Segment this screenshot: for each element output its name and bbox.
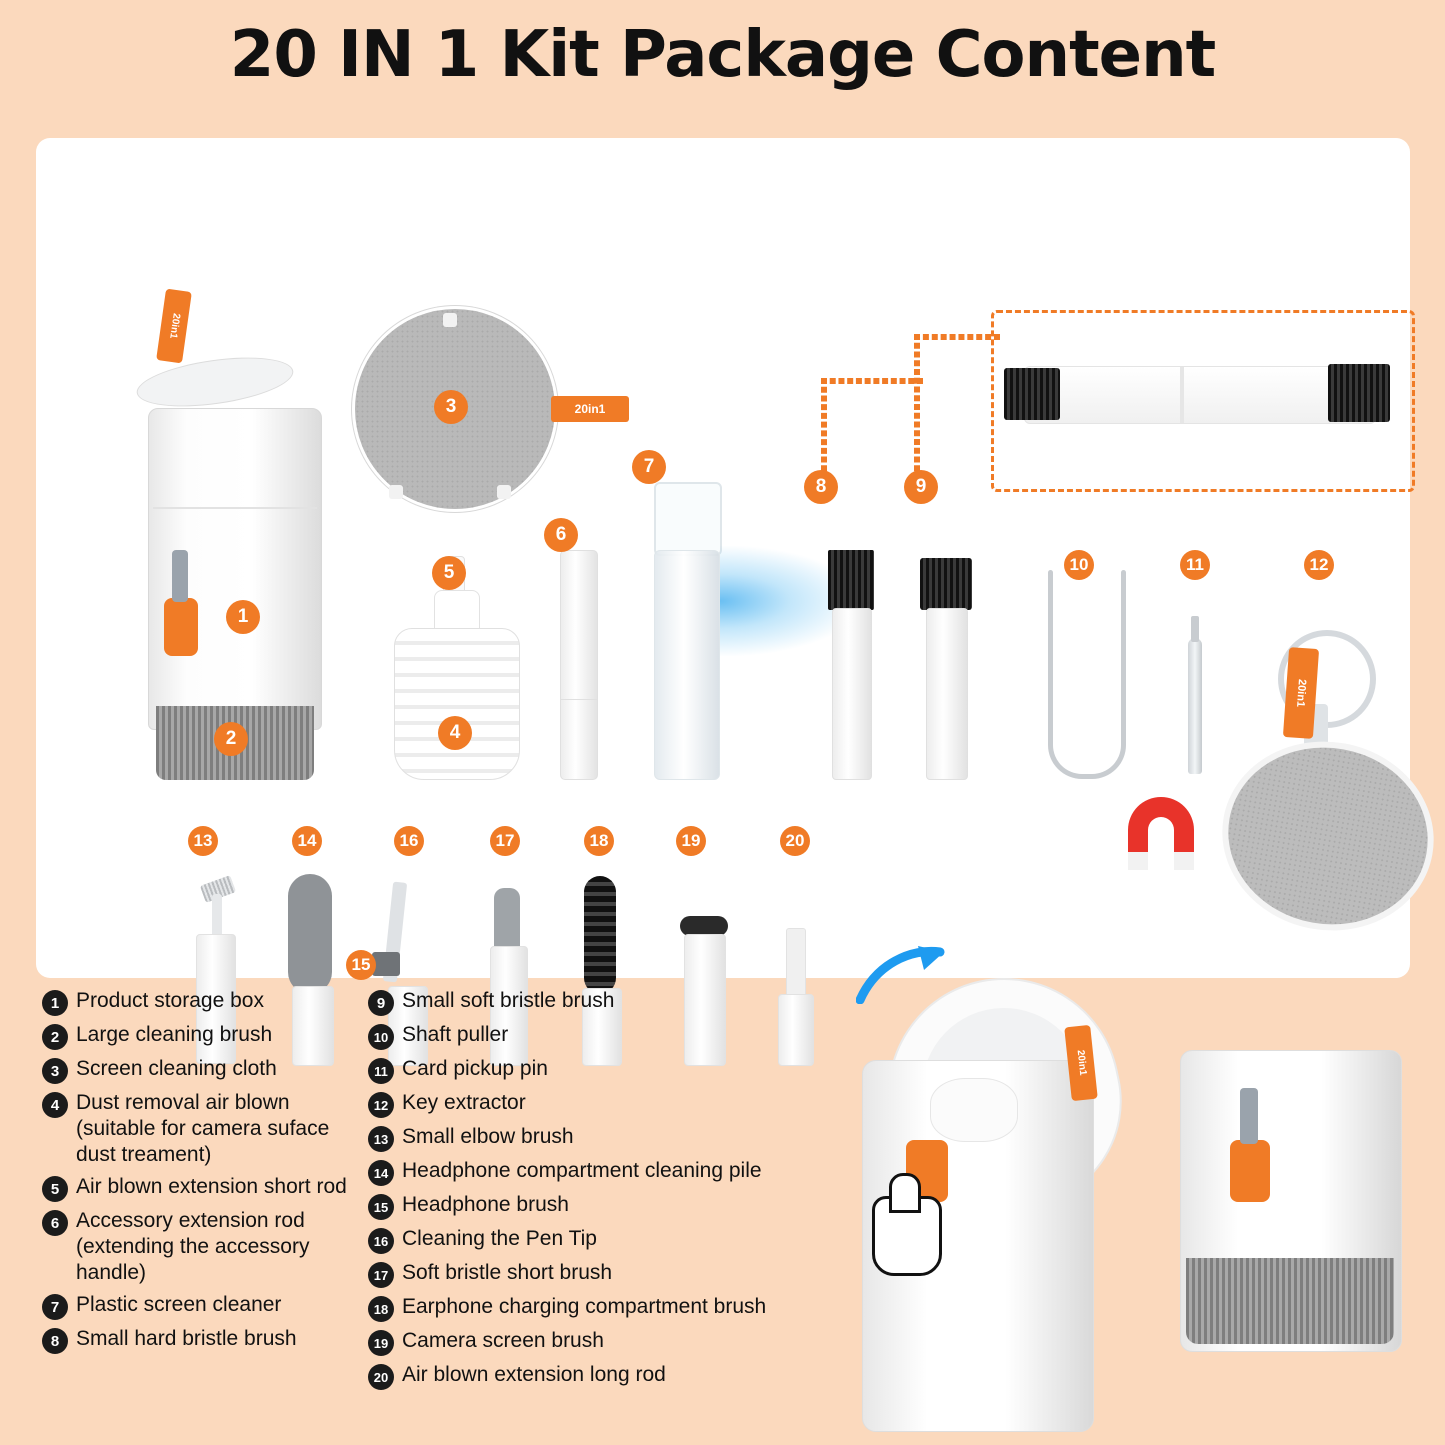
legend-item	[42, 1174, 372, 1202]
camera-screen-brush-tip	[680, 916, 728, 936]
legend-column-left	[42, 988, 372, 1360]
legend-number: 17	[368, 1262, 394, 1288]
legend-text: Air blown extension long rod	[402, 1363, 666, 1386]
product-photo-right-orange-tab	[1230, 1140, 1270, 1202]
sprayer-cap	[654, 482, 722, 556]
callout-line	[821, 378, 827, 480]
legend-item	[42, 1326, 372, 1354]
legend-item	[42, 1292, 372, 1320]
legend-text: Plastic screen cleaner	[76, 1293, 282, 1316]
legend-text: Screen cleaning cloth	[76, 1057, 277, 1080]
legend-number: 7	[42, 1294, 68, 1320]
small-soft-bristle-brush-body	[926, 608, 968, 780]
callout-line	[914, 334, 920, 480]
magnet-icon	[1118, 790, 1204, 872]
legend-number: 11	[368, 1058, 394, 1084]
legend-item	[368, 1090, 868, 1118]
small-hard-bristle-brush-head	[828, 550, 874, 610]
headphone-compartment-pile	[288, 874, 332, 994]
badge-19: 19	[676, 826, 706, 856]
legend-item	[368, 1124, 868, 1152]
badge-18: 18	[584, 826, 614, 856]
badge-3: 3	[434, 390, 468, 424]
legend-number: 14	[368, 1160, 394, 1186]
assembled-brush-head-right	[1328, 364, 1390, 422]
legend-text: Large cleaning brush	[76, 1023, 273, 1046]
legend-item	[368, 1362, 868, 1390]
callout-line	[821, 378, 923, 384]
legend-text: Key extractor	[402, 1091, 526, 1114]
legend-number: 5	[42, 1176, 68, 1202]
badge-15: 15	[346, 950, 376, 980]
pointing-hand-icon	[872, 1196, 942, 1276]
legend-number: 6	[42, 1210, 68, 1236]
product-photo-left-strap: 20in1	[1064, 1025, 1098, 1101]
legend-text: Small soft bristle brush	[402, 989, 615, 1012]
legend-number: 4	[42, 1092, 68, 1118]
legend-text: Air blown extension short rod	[76, 1175, 347, 1198]
legend-text: Camera screen brush	[402, 1329, 604, 1352]
storage-box-strap: 20in1	[156, 289, 192, 364]
badge-5: 5	[432, 556, 466, 590]
legend-item	[368, 1260, 868, 1288]
legend-number: 19	[368, 1330, 394, 1356]
legend-text: Small elbow brush	[402, 1125, 574, 1148]
legend-text: Soft bristle short brush	[402, 1261, 613, 1284]
badge-16: 16	[394, 826, 424, 856]
small-soft-bristle-brush-head	[920, 558, 972, 610]
legend-text: Earphone charging compartment brush	[402, 1295, 767, 1318]
assembled-brush-head-left	[1004, 368, 1060, 420]
badge-7: 7	[632, 450, 666, 484]
earphone-charging-compartment-brush	[584, 876, 616, 994]
badge-14: 14	[292, 826, 322, 856]
small-hard-bristle-brush-body	[832, 608, 872, 780]
legend-text: Headphone brush	[402, 1193, 569, 1216]
legend-text: Card pickup pin	[402, 1057, 548, 1080]
accessory-extension-rod	[560, 550, 598, 780]
soft-bristle-short-brush-tip	[494, 888, 520, 952]
legend-item	[42, 1090, 372, 1168]
badge-8: 8	[804, 470, 838, 504]
legend-number: 12	[368, 1092, 394, 1118]
blue-arrow-icon	[856, 944, 946, 1004]
legend-column-right	[368, 988, 868, 1396]
plastic-screen-cleaner	[654, 550, 720, 780]
badge-17: 17	[490, 826, 520, 856]
legend-item	[368, 1226, 868, 1254]
legend-item	[368, 1158, 868, 1186]
legend-text: Small hard bristle brush	[76, 1327, 297, 1350]
legend-item	[42, 988, 372, 1016]
legend-text: Headphone compartment cleaning pile	[402, 1159, 762, 1182]
cloth-corner	[497, 485, 511, 499]
legend-number: 3	[42, 1058, 68, 1084]
callout-line	[914, 334, 1000, 340]
legend-number: 2	[42, 1024, 68, 1050]
badge-20: 20	[780, 826, 810, 856]
badge-11: 11	[1180, 550, 1210, 580]
legend-item	[368, 988, 868, 1016]
assembled-brush-handle	[1024, 366, 1376, 424]
badge-6: 6	[544, 518, 578, 552]
legend-item	[42, 1022, 372, 1050]
cloth-corner	[443, 313, 457, 327]
product-photo-left-knob	[930, 1078, 1018, 1142]
badge-12: 12	[1304, 550, 1334, 580]
legend-text: Accessory extension rod (extending the accessory handle)	[76, 1209, 310, 1284]
dust-removal-air-blower	[394, 628, 520, 780]
legend-text: Shaft puller	[402, 1023, 509, 1046]
legend-number: 1	[42, 990, 68, 1016]
badge-13: 13	[188, 826, 218, 856]
legend-item	[368, 1022, 868, 1050]
legend-number: 20	[368, 1364, 394, 1390]
product-photo-right-brush	[1186, 1258, 1394, 1344]
shaft-puller	[1048, 626, 1126, 779]
legend-item	[368, 1328, 868, 1356]
legend-number: 15	[368, 1194, 394, 1220]
legend-number: 10	[368, 1024, 394, 1050]
small-elbow-brush-shaft	[212, 894, 222, 938]
badge-1: 1	[226, 600, 260, 634]
card-pickup-pin	[1188, 638, 1202, 774]
badge-9: 9	[904, 470, 938, 504]
product-photo-right-strap: 20in1	[1283, 647, 1319, 739]
legend-item	[368, 1192, 868, 1220]
storage-box-release-tab	[164, 598, 198, 656]
legend-text: Cleaning the Pen Tip	[402, 1227, 597, 1250]
headphone-brush-pad	[372, 952, 400, 976]
badge-10: 10	[1064, 550, 1094, 580]
legend-number: 8	[42, 1328, 68, 1354]
legend-number: 9	[368, 990, 394, 1016]
legend-text: Product storage box	[76, 989, 264, 1012]
badge-4: 4	[438, 716, 472, 750]
legend-number: 18	[368, 1296, 394, 1322]
legend-text: Dust removal air blown (suitable for camera suface dust treament)	[76, 1091, 330, 1166]
badge-2: 2	[214, 722, 248, 756]
legend-item	[368, 1294, 868, 1322]
page-title: 20 IN 1 Kit Package Content	[229, 18, 1216, 92]
legend-number: 13	[368, 1126, 394, 1152]
cloth-corner	[389, 485, 403, 499]
legend-item	[42, 1056, 372, 1084]
legend-number: 16	[368, 1228, 394, 1254]
legend-item	[42, 1208, 372, 1286]
cloth-pull-tab: 20in1	[551, 396, 629, 422]
legend-item	[368, 1056, 868, 1084]
